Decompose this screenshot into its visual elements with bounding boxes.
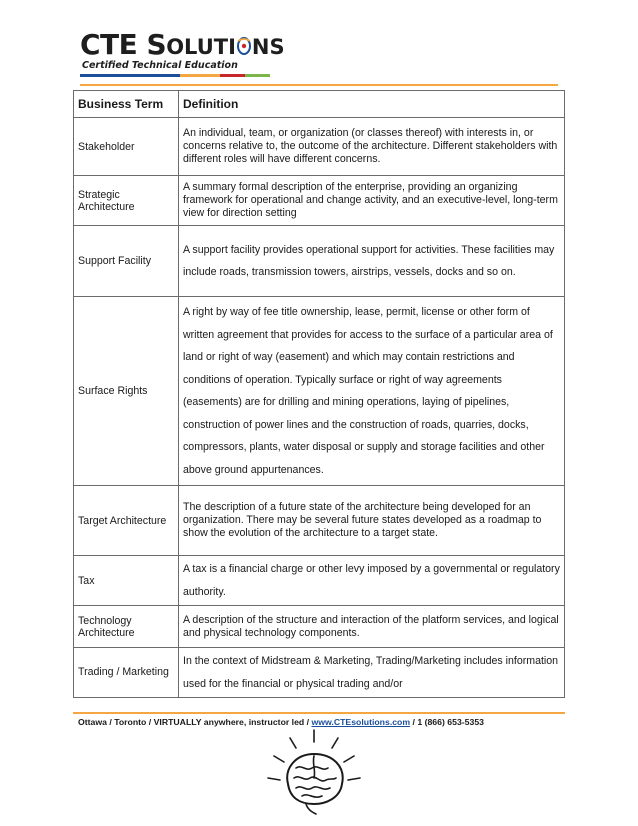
table-row <box>74 556 565 606</box>
term-cell: Strategic Architecture <box>74 176 179 226</box>
definition-cell: A tax is a financial charge or other levy imposed by a governmental or regulatory authority. <box>179 556 565 606</box>
definition-cell: In the context of Midstream & Marketing, Trading/Marketing includes information used for the financial or physical trading and/or <box>179 648 565 698</box>
term-cell: Trading / Marketing <box>74 648 179 698</box>
header-definition: Definition <box>179 91 565 118</box>
logo-color-bar <box>80 74 270 77</box>
atom-o-icon <box>236 36 252 56</box>
table-header-row <box>74 91 565 118</box>
table-row <box>74 297 565 486</box>
footer-contact <box>78 717 484 727</box>
definition-cell: A right by way of fee title ownership, lease, permit, license or other form of written agreement that provides for access to the surface of a particular area of land or right of way (easement) and which may contain restrictions and conditions of operation. Typically surface or right of way agreements (easements) are for drilling and mining operations, laying of pipelines, construction of power lines and the construction of roads, quarries, docks, compressors, plants, water disposal or supply and storage facilities and other above ground appurtenances. <box>179 297 565 486</box>
logo-bar-red <box>220 74 245 77</box>
table-row <box>74 226 565 297</box>
term-cell: Tax <box>74 556 179 606</box>
footer-locations: Ottawa / Toronto / VIRTUALLY anywhere, instructor led / <box>78 717 312 727</box>
term-cell: Support Facility <box>74 226 179 297</box>
footer-rule <box>73 712 565 714</box>
term-cell: Stakeholder <box>74 118 179 176</box>
table-row <box>74 486 565 556</box>
brain-icon <box>266 728 362 824</box>
table-row <box>74 118 565 176</box>
definition-cell: A support facility provides operational support for activities. These facilities may include roads, transmission towers, airstrips, vessels, docks and so on. <box>179 226 565 297</box>
definition-cell: The description of a future state of the architecture being developed for an organization. There may be several future states developed as a roadmap to show the evolution of the architecture to a target state. <box>179 486 565 556</box>
logo-bar-orange <box>180 74 220 77</box>
business-terms-table <box>73 90 565 698</box>
definition-cell: A description of the structure and interaction of the platform services, and logical and physical technology components. <box>179 606 565 648</box>
logo-subtitle: Certified Technical Education <box>82 60 238 71</box>
logo-title-part1: CTE S <box>80 28 167 61</box>
logo-bar-blue <box>80 74 180 77</box>
logo-title-part2: OLUTI <box>166 35 236 59</box>
header-business-term: Business Term <box>74 91 179 118</box>
company-logo <box>80 28 285 82</box>
term-cell: Target Architecture <box>74 486 179 556</box>
definition-cell: An individual, team, or organization (or classes thereof) with interests in, or concerns relative to, the outcome of the architecture. Different stakeholders with different roles will have different concerns. <box>179 118 565 176</box>
logo-title-part3: NS <box>251 35 285 59</box>
table-row <box>74 648 565 698</box>
logo-title <box>80 30 285 62</box>
table-row <box>74 176 565 226</box>
logo-bar-green <box>245 74 270 77</box>
header-rule <box>80 84 558 86</box>
website-link[interactable]: www.CTEsolutions.com <box>311 717 411 727</box>
term-cell: Technology Architecture <box>74 606 179 648</box>
table-row <box>74 606 565 648</box>
definition-cell: A summary formal description of the enterprise, providing an organizing framework for operational and change activity, and an executive-level, long-term view for direction setting <box>179 176 565 226</box>
footer-phone: / 1 (866) 653-5353 <box>410 717 484 727</box>
term-cell: Surface Rights <box>74 297 179 486</box>
